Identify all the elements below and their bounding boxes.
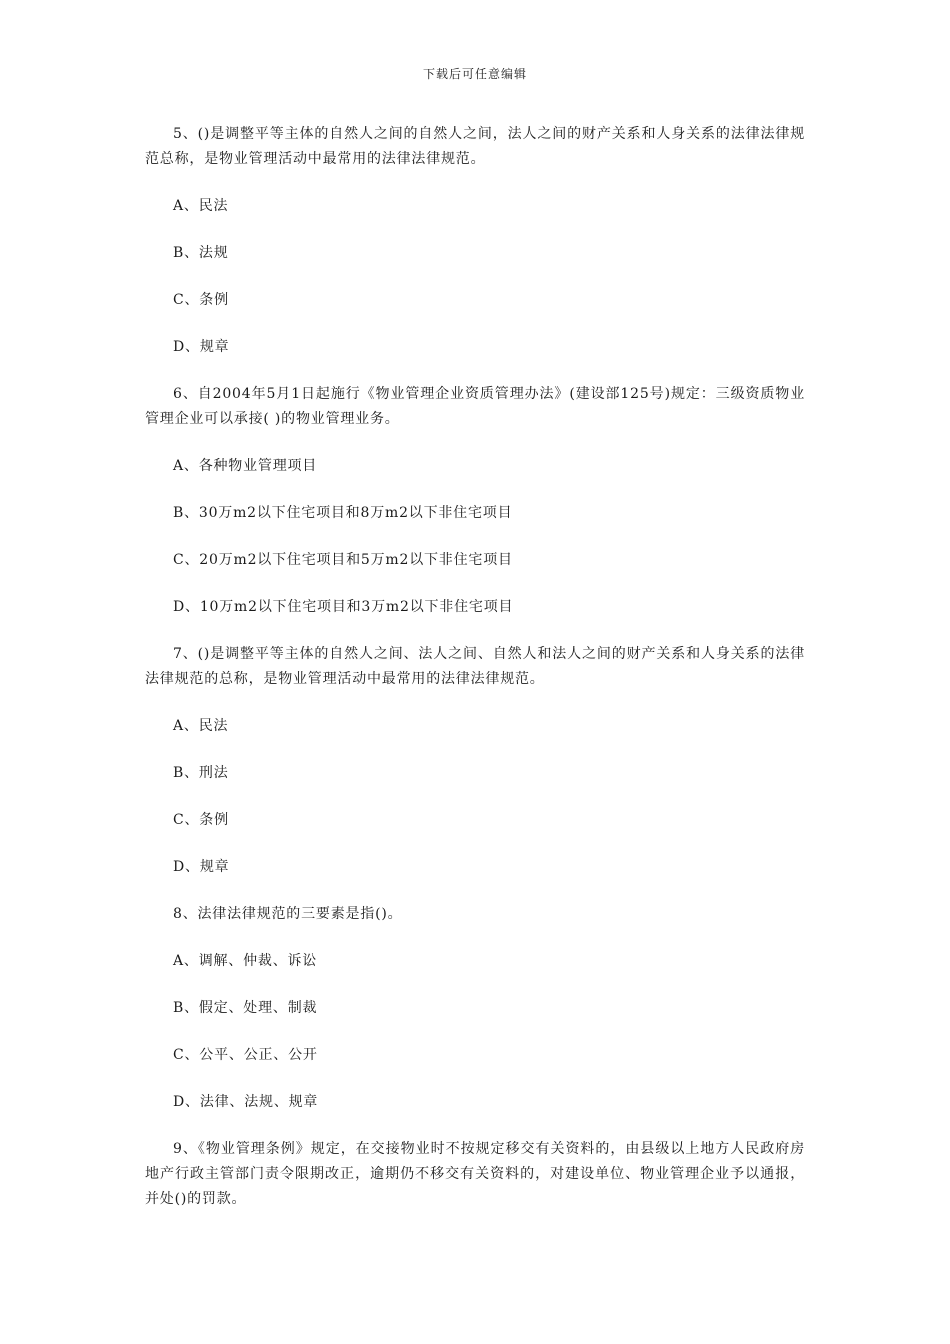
question-6: 6、自2004年5月1日起施行《物业管理企业资质管理办法》(建设部125号)规定：三级资质物业管理企业可以承接( )的物业管理业务。 — [145, 386, 805, 427]
question-7: 7、()是调整平等主体的自然人之间、法人之间、自然人和法人之间的财产关系和人身关系的法律法律规范的总称，是物业管理活动中最常用的法律法律规范。 — [145, 646, 805, 687]
document-body — [145, 122, 805, 1234]
option-6-c: C、20万m2以下住宅项目和5万m2以下非住宅项目 — [173, 552, 513, 568]
option-7-c: C、条例 — [173, 812, 229, 828]
option-7-d: D、规章 — [173, 859, 230, 875]
option-8-b: B、假定、处理、制裁 — [173, 1000, 318, 1016]
option-6-b: B、30万m2以下住宅项目和8万m2以下非住宅项目 — [173, 505, 513, 521]
option-6-a: A、各种物业管理项目 — [173, 458, 318, 474]
option-7-a: A、民法 — [173, 718, 229, 734]
question-5: 5、()是调整平等主体的自然人之间的自然人之间，法人之间的财产关系和人身关系的法律法律规范总称，是物业管理活动中最常用的法律法律规范。 — [145, 126, 805, 167]
question-9: 9、《物业管理条例》规定，在交接物业时不按规定移交有关资料的，由县级以上地方人民政府房地产行政主管部门责令限期改正，逾期仍不移交有关资料的，对建设单位、物业管理企业予以通报，并处()的罚款。 — [145, 1141, 805, 1207]
page-header: 下载后可任意编辑 — [422, 67, 527, 81]
question-8: 8、法律法律规范的三要素是指()。 — [173, 906, 403, 922]
option-8-c: C、公平、公正、公开 — [173, 1047, 318, 1063]
option-8-a: A、调解、仲裁、诉讼 — [173, 953, 318, 969]
option-8-d: D、法律、法规、规章 — [173, 1094, 319, 1110]
option-5-c: C、条例 — [173, 292, 229, 308]
option-6-d: D、10万m2以下住宅项目和3万m2以下非住宅项目 — [173, 599, 514, 615]
option-7-b: B、刑法 — [173, 765, 229, 781]
option-5-a: A、民法 — [173, 198, 229, 214]
option-5-d: D、规章 — [173, 339, 230, 355]
option-5-b: B、法规 — [173, 245, 229, 261]
